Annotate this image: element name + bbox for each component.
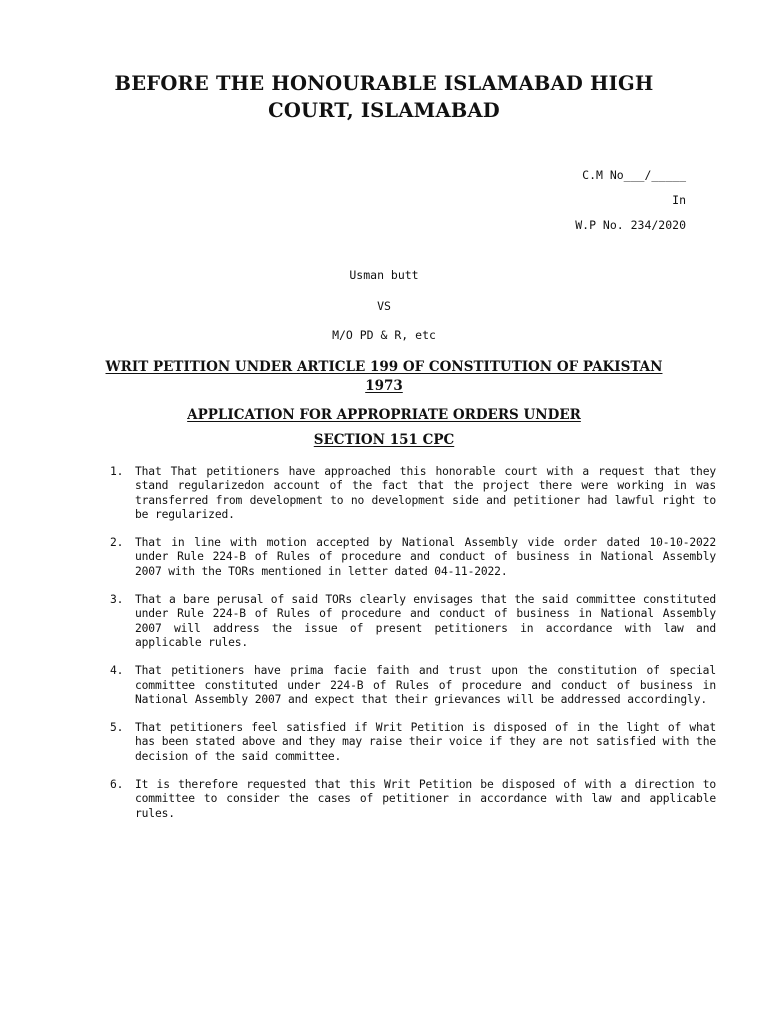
paragraph-number: 4. [110,664,124,678]
paragraph-number: 2. [110,536,124,550]
paragraph-text: That petitioners feel satisfied if Writ Petition is disposed of in the light of what has been stated above and they may raise their voice if they are not satisfied with the decision of the said committee. [135,721,716,763]
writ-petition-heading: WRIT PETITION UNDER ARTICLE 199 OF CONSTITUTION OF PAKISTAN 1973 [105,359,663,394]
versus-label: VS [377,299,391,313]
paragraph-item [110,536,716,579]
paragraph-number: 1. [110,465,124,478]
paragraph-text: That petitioners have prima facie faith and trust upon the constitution of special committee constituted under 224-B of Rules of procedure and conduct of business in National Assembly 2007 and expect that their grievances will be addressed accordingly. [135,664,716,706]
petitioner-name: Usman butt [349,268,419,282]
document-title: BEFORE THE HONOURABLE ISLAMABAD HIGH COURT, ISLAMABAD [114,72,654,122]
paragraph-text: That a bare perusal of said TORs clearly envisages that the said committee constituted under Rule 224-B of Rules of procedure and conduct of business in National Assembly 2007 will address the issue of present petitioners in accordance with law and applicable rules. [135,593,716,649]
paragraph-item [110,465,716,522]
respondent-name: M/O PD & R, etc [332,328,436,342]
paragraph-number: 3. [110,593,124,607]
in-label: In [672,193,686,207]
paragraph-text: That That petitioners have approached this honorable court with a request that they stand regularizedon account of the fact that the project there were working in was transferred from development to no development side and petitioner had lawful right to be regularized. [135,465,716,521]
wp-number: W.P No. 234/2020 [575,218,686,232]
paragraph-item [110,664,716,707]
application-heading: APPLICATION FOR APPROPRIATE ORDERS UNDER [187,407,581,423]
paragraph-item [110,778,716,821]
paragraph-text: That in line with motion accepted by National Assembly vide order dated 10-10-2022 under Rule 224-B of Rules of procedure and conduct of business in National Assembly 2007 with the TORs mentioned in letter dated 04-11-2022. [135,536,716,578]
paragraph-text: It is therefore requested that this Writ Petition be disposed of with a direction to committee to consider the cases of petitioner in accordance with law and applicable rules. [135,778,716,820]
cm-number: C.M No___/_____ [582,168,686,182]
paragraph-item [110,721,716,764]
petition-paragraphs [110,465,716,835]
section-heading: SECTION 151 CPC [313,432,455,448]
paragraph-number: 5. [110,721,124,735]
paragraph-item [110,593,716,650]
paragraph-number: 6. [110,778,124,792]
